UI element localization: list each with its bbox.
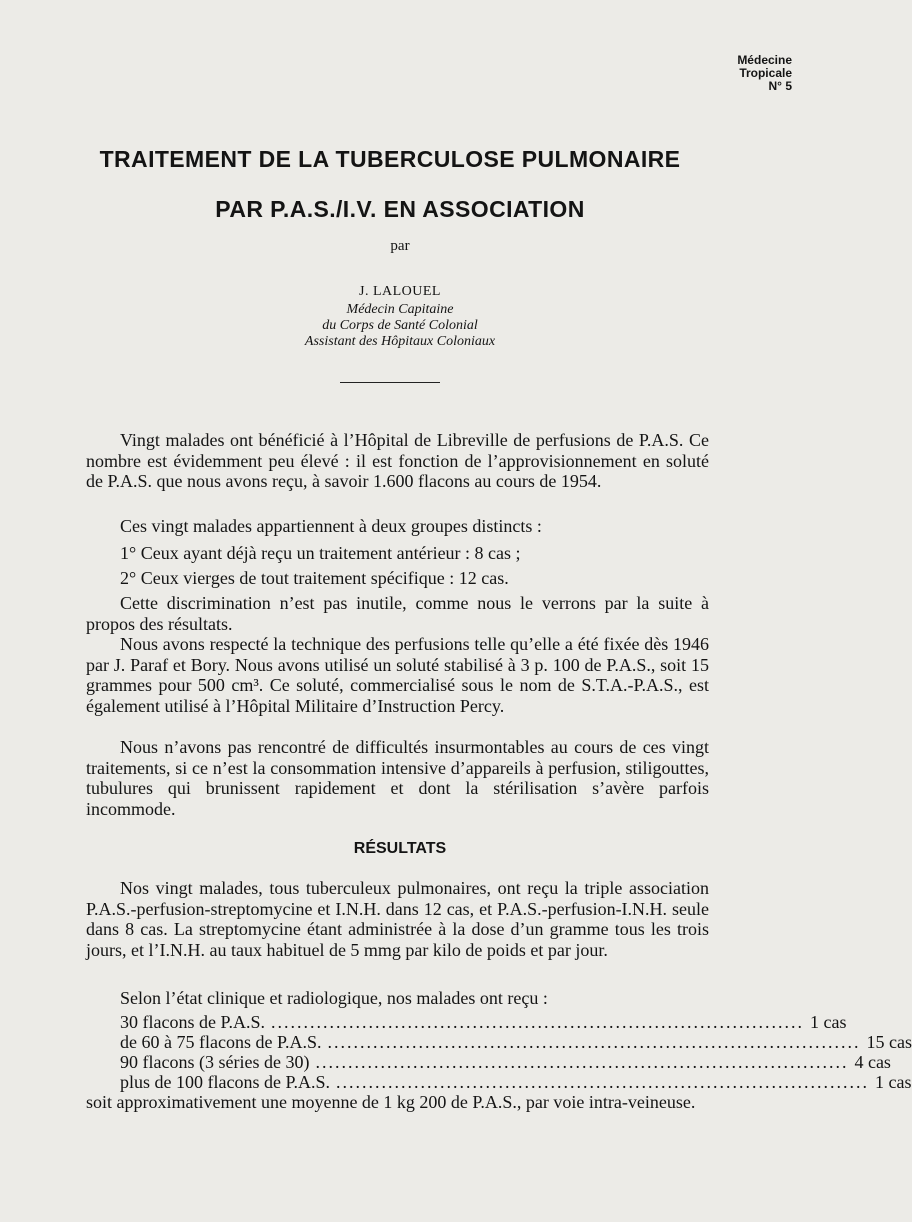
dose-count: 4 cas bbox=[854, 1052, 891, 1072]
dose-label: de 60 à 75 flacons de P.A.S. bbox=[120, 1032, 322, 1052]
paragraph-groups: Ces vingt malades appartiennent à deux groupes distincts : bbox=[120, 516, 542, 536]
journal-name-line2: Tropicale bbox=[739, 66, 792, 80]
paragraph-technique: Nous avons respecté la technique des perfusions telle qu’elle a été fixée dès 1946 par J. Paraf et Bory. Nous avons utilisé un soluté stabilisé à 3 p. 100 de P.A.S., soit 15 grammes pour 500 cm³. Ce soluté, commercialisé sous le nom de S.T.A.-P.A.S., est également utilisé à l’Hôpital Militaire d’Instruction Percy. bbox=[86, 634, 709, 716]
dose-count: 1 cas bbox=[810, 1012, 847, 1032]
author-affiliation-1: Médecin Capitaine bbox=[346, 302, 454, 317]
dot-leader: .................................................................................. bbox=[271, 1012, 804, 1032]
paragraph-results: Nos vingt malades, tous tuberculeux pulmonaires, ont reçu la triple association P.A.S.-perfusion-streptomycine et I.N.H. dans 12 cas, et P.A.S.-perfusion-I.N.H. seule dans 8 cas. La streptomycine étant administrée à la dose d’un gramme tous les trois jours, et l’I.N.H. au taux habituel de 5 mmg par kilo de poids et par jour. bbox=[86, 878, 709, 960]
dot-leader: .................................................................................. bbox=[336, 1072, 869, 1092]
paragraph-discrimination: Cette discrimination n’est pas inutile, comme nous le verrons par la suite à propos des résultats. bbox=[86, 593, 709, 634]
author-affiliation-3: Assistant des Hôpitaux Coloniaux bbox=[304, 334, 496, 349]
dose-row bbox=[120, 1012, 847, 1032]
dose-row bbox=[120, 1052, 891, 1072]
dose-row bbox=[120, 1032, 912, 1052]
group-item-1: 1° Ceux ayant déjà reçu un traitement antérieur : 8 cas ; bbox=[120, 543, 521, 563]
paragraph-difficulties: Nous n’avons pas rencontré de difficultés insurmontables au cours de ces vingt traitements, si ce n’est la consommation intensive d’appareils à perfusion, stiligouttes, tubulures qui brunissent rapidement et dont la stérilisation s’avère parfois incommode. bbox=[86, 737, 709, 819]
article-title-line2: PAR P.A.S./I.V. EN ASSOCIATION bbox=[215, 196, 585, 222]
dose-count: 15 cas bbox=[866, 1032, 912, 1052]
dose-count: 1 cas bbox=[875, 1072, 912, 1092]
byline-par: par bbox=[390, 238, 410, 254]
dot-leader: .................................................................................. bbox=[327, 1032, 861, 1052]
dot-leader: .................................................................................. bbox=[315, 1052, 849, 1072]
dose-label: 30 flacons de P.A.S. bbox=[120, 1012, 265, 1032]
article-title-line1: TRAITEMENT DE LA TUBERCULOSE PULMONAIRE bbox=[99, 146, 681, 172]
paragraph-conclusion: soit approximativement une moyenne de 1 kg 200 de P.A.S., par voie intra-veineuse. bbox=[86, 1092, 696, 1112]
journal-mark bbox=[737, 54, 792, 93]
paragraph-dose-intro: Selon l’état clinique et radiologique, nos malades ont reçu : bbox=[120, 988, 548, 1008]
section-heading-results: RÉSULTATS bbox=[353, 840, 447, 857]
author-affiliation-2: du Corps de Santé Colonial bbox=[322, 318, 478, 333]
journal-name-line1: Médecine bbox=[737, 53, 792, 67]
author-name: J. LALOUEL bbox=[359, 284, 441, 299]
journal-issue: N° 5 bbox=[768, 79, 792, 93]
dose-label: plus de 100 flacons de P.A.S. bbox=[120, 1072, 330, 1092]
dose-row bbox=[120, 1072, 912, 1092]
title-divider bbox=[340, 382, 440, 383]
paragraph-intro: Vingt malades ont bénéficié à l’Hôpital de Libreville de perfusions de P.A.S. Ce nombre est évidemment peu élevé : il est fonction de l’approvisionnement en soluté de P.A.S. que nous avons reçu, à savoir 1.600 flacons au cours de 1954. bbox=[86, 430, 709, 491]
group-item-2: 2° Ceux vierges de tout traitement spécifique : 12 cas. bbox=[120, 568, 509, 588]
dose-label: 90 flacons (3 séries de 30) bbox=[120, 1052, 310, 1072]
